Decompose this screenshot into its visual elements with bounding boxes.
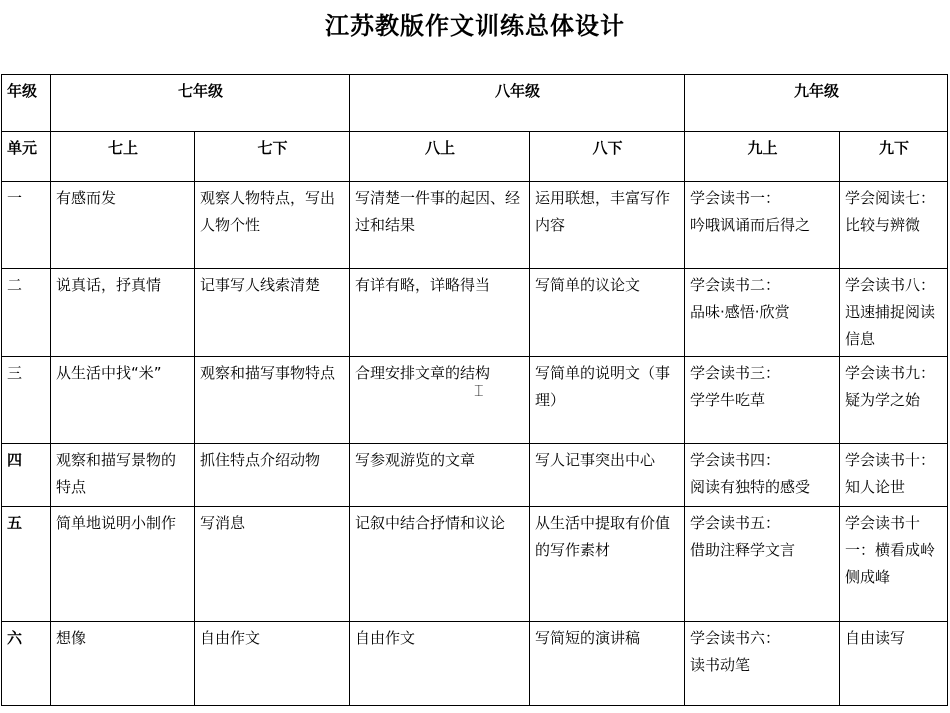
table-cell: 说真话，抒真情 xyxy=(51,269,195,357)
grade-8-header: 八年级 xyxy=(350,75,685,132)
term-header: 七下 xyxy=(195,132,350,182)
table-cell: 写简单的说明文（事理） xyxy=(530,357,685,444)
text-cursor-icon: ⌶ xyxy=(474,381,484,400)
table-cell: 写简单的议论文 xyxy=(530,269,685,357)
term-header: 九上 xyxy=(685,132,840,182)
table-row xyxy=(2,622,948,706)
unit-number: 二 xyxy=(2,269,51,357)
table-cell: 自由作文 xyxy=(350,622,530,706)
table-cell: 学会读书一： 吟哦讽诵而后得之 xyxy=(685,182,840,269)
table-cell: 观察和描写事物特点 xyxy=(195,357,350,444)
table-cell: 学会读书八：迅速捕捉阅读信息 xyxy=(840,269,948,357)
table-cell: 学会读书五： 借助注释学文言 xyxy=(685,507,840,622)
table-cell: 观察和描写景物的特点 xyxy=(51,444,195,507)
term-header: 九下 xyxy=(840,132,948,182)
unit-number: 四 xyxy=(2,444,51,507)
table-cell: 写参观游览的文章 xyxy=(350,444,530,507)
table-cell: 有详有略，详略得当 xyxy=(350,269,530,357)
table-cell: 运用联想，丰富写作内容 xyxy=(530,182,685,269)
table-cell: 学会读书十一：横看成岭侧成峰 xyxy=(840,507,948,622)
term-header-row xyxy=(2,132,948,182)
term-header: 八下 xyxy=(530,132,685,182)
table-cell: 学会读书四： 阅读有独特的感受 xyxy=(685,444,840,507)
unit-number: 一 xyxy=(2,182,51,269)
table-row xyxy=(2,507,948,622)
grade-7-header: 七年级 xyxy=(51,75,350,132)
table-row xyxy=(2,269,948,357)
table-cell: 自由读写 xyxy=(840,622,948,706)
table-cell: 学会读书三： 学学牛吃草 xyxy=(685,357,840,444)
table-cell: 学会读书十：知人论世 xyxy=(840,444,948,507)
table-cell: 写简短的演讲稿 xyxy=(530,622,685,706)
table-cell: 从生活中提取有价值的写作素材 xyxy=(530,507,685,622)
table-cell: 学会读书六： 读书动笔 xyxy=(685,622,840,706)
table-cell: 学会阅读七：比较与辨微 xyxy=(840,182,948,269)
table-row xyxy=(2,182,948,269)
table-cell: 写清楚一件事的起因、经过和结果 xyxy=(350,182,530,269)
unit-number: 三 xyxy=(2,357,51,444)
unit-number: 六 xyxy=(2,622,51,706)
grade-9-header: 九年级 xyxy=(685,75,948,132)
table-cell: 从生活中找“米” xyxy=(51,357,195,444)
page-title: 江苏教版作文训练总体设计 xyxy=(325,11,625,40)
table-cell: 简单地说明小制作 xyxy=(51,507,195,622)
table-row xyxy=(2,444,948,507)
table-cell: 合理安排文章的结构 xyxy=(350,357,530,444)
table-cell: 写消息 xyxy=(195,507,350,622)
table-cell: 有感而发 xyxy=(51,182,195,269)
table-cell: 抓住特点介绍动物 xyxy=(195,444,350,507)
term-header: 七上 xyxy=(51,132,195,182)
table-cell: 记叙中结合抒情和议论 xyxy=(350,507,530,622)
term-header: 八上 xyxy=(350,132,530,182)
table-cell: 学会读书二： 品味·感悟·欣赏 xyxy=(685,269,840,357)
unit-label: 单元 xyxy=(2,132,51,182)
grade-label: 年级 xyxy=(2,75,51,132)
table-cell: 想像 xyxy=(51,622,195,706)
table-cell: 观察人物特点，写出人物个性 xyxy=(195,182,350,269)
table-cell: 自由作文 xyxy=(195,622,350,706)
unit-number: 五 xyxy=(2,507,51,622)
table-cell: 写人记事突出中心 xyxy=(530,444,685,507)
grade-header-row xyxy=(2,75,948,132)
table-cell: 学会读书九：疑为学之始 xyxy=(840,357,948,444)
table-cell: 记事写人线索清楚 xyxy=(195,269,350,357)
